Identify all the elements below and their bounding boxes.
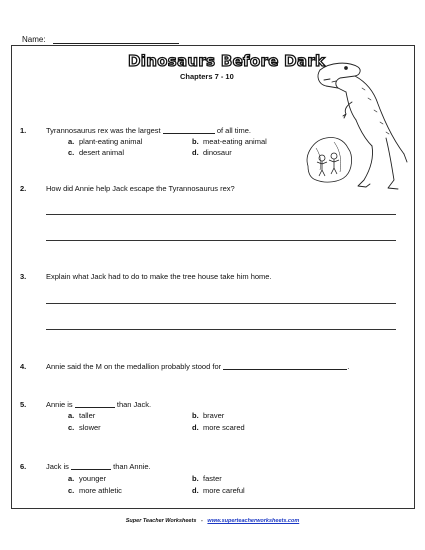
option-a[interactable]: a. plant-eating animal bbox=[68, 137, 143, 146]
option-d[interactable]: d. dinosaur bbox=[192, 148, 232, 157]
footer-url-link[interactable]: www.superteacherworksheets.com bbox=[207, 518, 300, 524]
answer-blank[interactable] bbox=[75, 400, 115, 408]
question-text: Annie said the M on the medallion probably stood for . bbox=[46, 362, 350, 371]
option-b[interactable]: b. braver bbox=[192, 411, 225, 420]
option-c[interactable]: c. desert animal bbox=[68, 148, 125, 157]
option-b[interactable]: b. meat-eating animal bbox=[192, 137, 267, 146]
answer-blank[interactable] bbox=[71, 462, 111, 470]
option-d[interactable]: d. more scared bbox=[192, 423, 245, 432]
worksheet-subtitle: Chapters 7 - 10 bbox=[180, 72, 234, 81]
option-a[interactable]: a. younger bbox=[68, 474, 107, 483]
answer-line[interactable] bbox=[46, 303, 396, 304]
answer-line[interactable] bbox=[46, 240, 396, 241]
question-text: Tyrannosaurus rex was the largest of all time. bbox=[46, 126, 252, 135]
footer bbox=[0, 518, 425, 524]
question-number: 3. bbox=[20, 272, 27, 281]
question-text: Explain what Jack had to do to make the tree house take him home. bbox=[46, 272, 272, 281]
question-number: 4. bbox=[20, 362, 27, 371]
question-number: 6. bbox=[20, 462, 27, 471]
question-text: Jack is than Annie. bbox=[46, 462, 151, 471]
option-a[interactable]: a. taller bbox=[68, 411, 96, 420]
answer-blank[interactable] bbox=[163, 126, 215, 134]
option-c[interactable]: c. more athletic bbox=[68, 486, 122, 495]
answer-line[interactable] bbox=[46, 214, 396, 215]
option-d[interactable]: d. more careful bbox=[192, 486, 245, 495]
footer-brand: Super Teacher Worksheets bbox=[125, 518, 197, 524]
question-number: 1. bbox=[20, 126, 27, 135]
worksheet-title: Dinosaurs Before Dark bbox=[128, 52, 326, 70]
question-text: Annie is than Jack. bbox=[46, 400, 152, 409]
question-text: How did Annie help Jack escape the Tyrannosaurus rex? bbox=[46, 184, 235, 193]
option-c[interactable]: c. slower bbox=[68, 423, 101, 432]
name-label: Name: bbox=[22, 35, 46, 44]
question-number: 5. bbox=[20, 400, 27, 409]
question-number: 2. bbox=[20, 184, 27, 193]
answer-line[interactable] bbox=[46, 329, 396, 330]
footer-separator: - bbox=[200, 518, 203, 524]
answer-blank[interactable] bbox=[223, 362, 347, 370]
option-b[interactable]: b. faster bbox=[192, 474, 222, 483]
